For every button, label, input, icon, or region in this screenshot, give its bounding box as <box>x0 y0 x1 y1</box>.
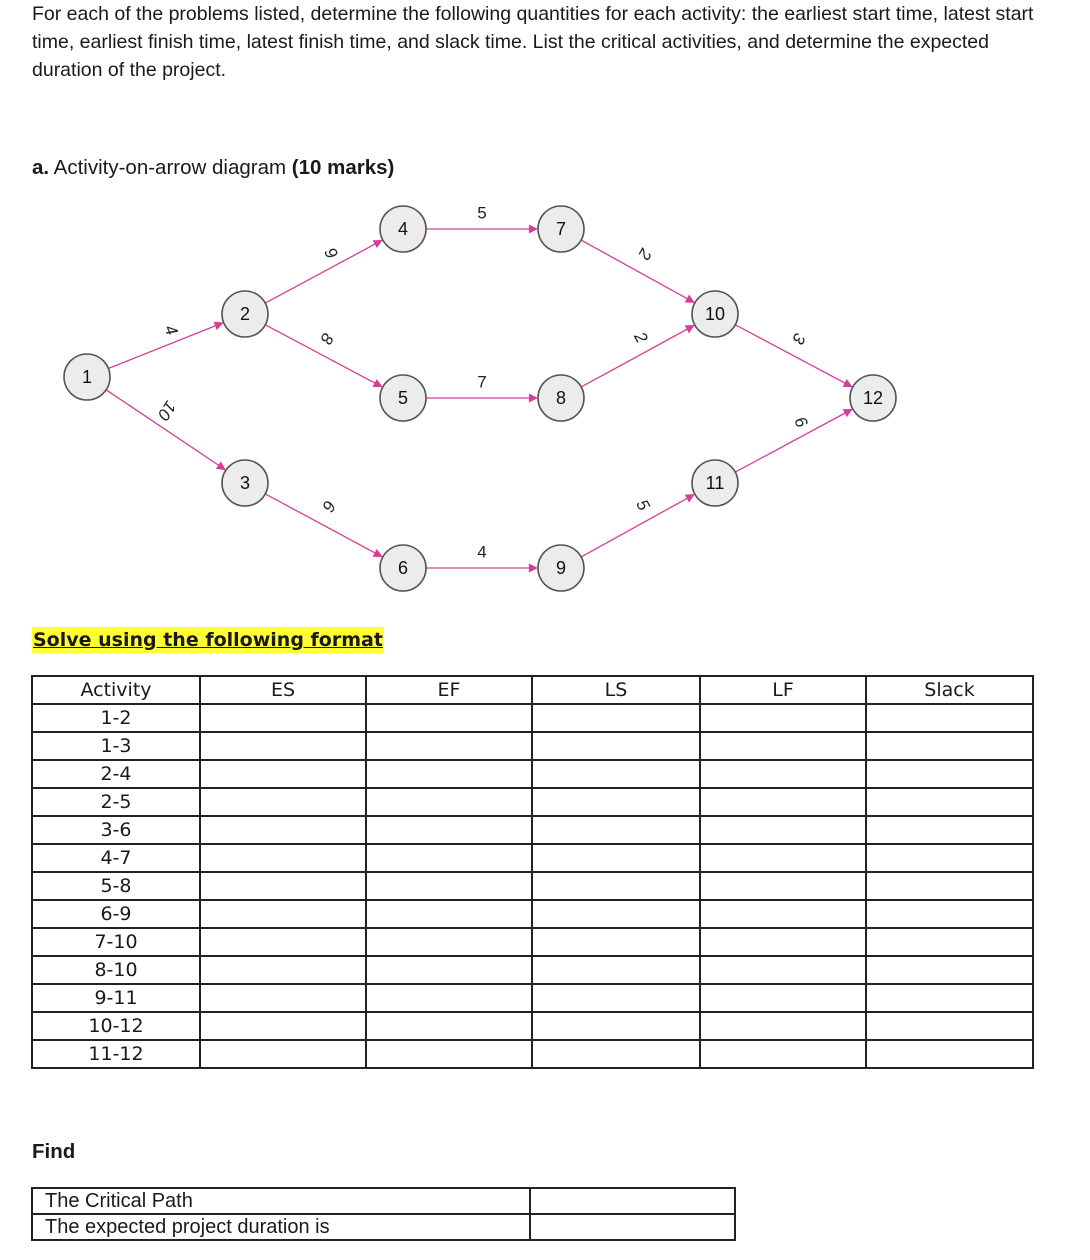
slack-cell[interactable] <box>866 704 1033 732</box>
duration-label-7-10: 2 <box>634 245 656 263</box>
activity-cell: 8-10 <box>32 956 200 984</box>
node-12 <box>850 375 896 421</box>
table-row <box>32 760 1033 788</box>
activity-cell: 5-8 <box>32 872 200 900</box>
lf-cell[interactable] <box>700 760 866 788</box>
activity-cell: 4-7 <box>32 844 200 872</box>
ls-cell[interactable] <box>532 1040 700 1068</box>
node-10 <box>692 291 738 337</box>
node-1 <box>64 354 110 400</box>
ef-cell[interactable] <box>366 984 532 1012</box>
activity-cell: 9-11 <box>32 984 200 1012</box>
node-5 <box>380 375 426 421</box>
table-row <box>32 816 1033 844</box>
header-slack: Slack <box>866 676 1033 704</box>
duration-label-6-9: 4 <box>477 542 487 562</box>
es-cell[interactable] <box>200 1012 366 1040</box>
node-6 <box>380 545 426 591</box>
instructions-text: For each of the problems listed, determine the following quantities for each activity: the earliest start time, latest start time, earliest finish time, latest finish time, and slack time. List the critical activities, and determine the expected duration of the project. <box>32 3 1034 81</box>
ls-cell[interactable] <box>532 928 700 956</box>
table-row <box>32 1012 1033 1040</box>
activity-cell: 2-4 <box>32 760 200 788</box>
ef-cell[interactable] <box>366 816 532 844</box>
duration-label-8-10: 2 <box>630 328 652 347</box>
duration-label-4-7: 5 <box>477 203 487 223</box>
duration-label-2-4: 9 <box>320 244 342 262</box>
slack-cell[interactable] <box>866 788 1033 816</box>
activity-cell: 1-2 <box>32 704 200 732</box>
table-row <box>32 704 1033 732</box>
duration-label: The expected project duration is <box>32 1214 530 1240</box>
duration-label-9-11: 5 <box>632 496 654 514</box>
es-cell[interactable] <box>200 956 366 984</box>
ef-cell[interactable] <box>366 732 532 760</box>
header-ef: EF <box>366 676 532 704</box>
lf-cell[interactable] <box>700 984 866 1012</box>
critical-path-answer[interactable] <box>530 1188 735 1214</box>
lf-cell[interactable] <box>700 704 866 732</box>
ls-cell[interactable] <box>532 844 700 872</box>
ls-cell[interactable] <box>532 1012 700 1040</box>
section-label: Activity-on-arrow diagram <box>49 156 292 179</box>
table-row <box>32 1188 735 1214</box>
table-row <box>32 844 1033 872</box>
slack-cell[interactable] <box>866 760 1033 788</box>
slack-cell[interactable] <box>866 872 1033 900</box>
es-cell[interactable] <box>200 984 366 1012</box>
node-label: 5 <box>397 387 409 408</box>
slack-cell[interactable] <box>866 732 1033 760</box>
activity-cell: 3-6 <box>32 816 200 844</box>
arrows-layer <box>106 203 852 568</box>
activity-cell: 11-12 <box>32 1040 200 1068</box>
node-label: 10 <box>704 303 726 324</box>
duration-label-1-2: 4 <box>160 322 182 339</box>
slack-cell[interactable] <box>866 928 1033 956</box>
es-cell[interactable] <box>200 816 366 844</box>
node-label: 9 <box>555 557 567 578</box>
duration-label-2-5: 8 <box>316 329 338 348</box>
lf-cell[interactable] <box>700 1012 866 1040</box>
lf-cell[interactable] <box>700 900 866 928</box>
table-row <box>32 900 1033 928</box>
node-2 <box>222 291 268 337</box>
es-cell[interactable] <box>200 900 366 928</box>
ef-cell[interactable] <box>366 928 532 956</box>
ef-cell[interactable] <box>366 704 532 732</box>
slack-cell[interactable] <box>866 816 1033 844</box>
activity-cell: 7-10 <box>32 928 200 956</box>
ef-cell[interactable] <box>366 844 532 872</box>
lf-cell[interactable] <box>700 872 866 900</box>
ls-cell[interactable] <box>532 760 700 788</box>
slack-cell[interactable] <box>866 900 1033 928</box>
slack-cell[interactable] <box>866 1012 1033 1040</box>
node-7 <box>538 206 584 252</box>
node-label: 1 <box>81 366 93 387</box>
find-heading: Find <box>32 1140 76 1163</box>
node-label: 3 <box>239 472 251 493</box>
lf-cell[interactable] <box>700 788 866 816</box>
ef-cell[interactable] <box>366 900 532 928</box>
es-cell[interactable] <box>200 704 366 732</box>
ef-cell[interactable] <box>366 760 532 788</box>
duration-label-11-12: 6 <box>790 413 812 431</box>
find-table <box>31 1187 736 1241</box>
es-cell[interactable] <box>200 760 366 788</box>
node-label: 11 <box>705 472 725 493</box>
ls-cell[interactable] <box>532 788 700 816</box>
es-cell[interactable] <box>200 844 366 872</box>
ls-cell[interactable] <box>532 900 700 928</box>
table-row <box>32 788 1033 816</box>
activity-cell: 10-12 <box>32 1012 200 1040</box>
node-label: 12 <box>862 387 884 408</box>
duration-label-10-12: 3 <box>788 329 810 348</box>
header-es: ES <box>200 676 366 704</box>
es-cell[interactable] <box>200 928 366 956</box>
node-label: 2 <box>239 303 251 324</box>
activity-on-arrow-diagram <box>0 0 1090 620</box>
answer-table <box>31 675 1034 1069</box>
duration-answer[interactable] <box>530 1214 735 1240</box>
node-8 <box>538 375 584 421</box>
table-header-row <box>32 676 1033 704</box>
ls-cell[interactable] <box>532 816 700 844</box>
ls-cell[interactable] <box>532 872 700 900</box>
table-row <box>32 1214 735 1240</box>
table-row <box>32 732 1033 760</box>
es-cell[interactable] <box>200 1040 366 1068</box>
activity-arrow-2-4 <box>265 240 382 303</box>
activity-cell: 6-9 <box>32 900 200 928</box>
activity-cell: 2-5 <box>32 788 200 816</box>
lf-cell[interactable] <box>700 928 866 956</box>
node-3 <box>222 460 268 506</box>
es-cell[interactable] <box>200 732 366 760</box>
header-lf: LF <box>700 676 866 704</box>
node-label: 6 <box>397 557 409 578</box>
node-label: 8 <box>555 387 567 408</box>
lf-cell[interactable] <box>700 732 866 760</box>
lf-cell[interactable] <box>700 1040 866 1068</box>
slack-cell[interactable] <box>866 984 1033 1012</box>
table-row <box>32 1040 1033 1068</box>
section-letter: a. <box>32 156 50 179</box>
node-9 <box>538 545 584 591</box>
es-cell[interactable] <box>200 872 366 900</box>
node-label: 4 <box>397 218 409 239</box>
slack-cell[interactable] <box>866 844 1033 872</box>
node-4 <box>380 206 426 252</box>
table-row <box>32 928 1033 956</box>
header-activity: Activity <box>32 676 200 704</box>
table-row <box>32 956 1033 984</box>
slack-cell[interactable] <box>866 956 1033 984</box>
ef-cell[interactable] <box>366 1012 532 1040</box>
lf-cell[interactable] <box>700 844 866 872</box>
ef-cell[interactable] <box>366 788 532 816</box>
ls-cell[interactable] <box>532 956 700 984</box>
ef-cell[interactable] <box>366 1040 532 1068</box>
node-label: 7 <box>555 218 567 239</box>
slack-cell[interactable] <box>866 1040 1033 1068</box>
format-heading: Solve using the following format <box>33 629 383 651</box>
ef-cell[interactable] <box>366 956 532 984</box>
table-row <box>32 984 1033 1012</box>
ef-cell[interactable] <box>366 872 532 900</box>
section-marks: (10 marks) <box>291 156 395 179</box>
es-cell[interactable] <box>200 788 366 816</box>
ls-cell[interactable] <box>532 704 700 732</box>
table-row <box>32 872 1033 900</box>
node-11 <box>692 460 738 506</box>
activity-cell: 1-3 <box>32 732 200 760</box>
activity-arrow-11-12 <box>735 409 852 472</box>
duration-label-5-8: 7 <box>477 372 487 392</box>
critical-path-label: The Critical Path <box>32 1188 530 1214</box>
lf-cell[interactable] <box>700 816 866 844</box>
duration-label-1-3: 10 <box>153 397 181 424</box>
header-ls: LS <box>532 676 700 704</box>
ls-cell[interactable] <box>532 984 700 1012</box>
lf-cell[interactable] <box>700 956 866 984</box>
ls-cell[interactable] <box>532 732 700 760</box>
duration-label-3-6: 6 <box>318 497 340 515</box>
